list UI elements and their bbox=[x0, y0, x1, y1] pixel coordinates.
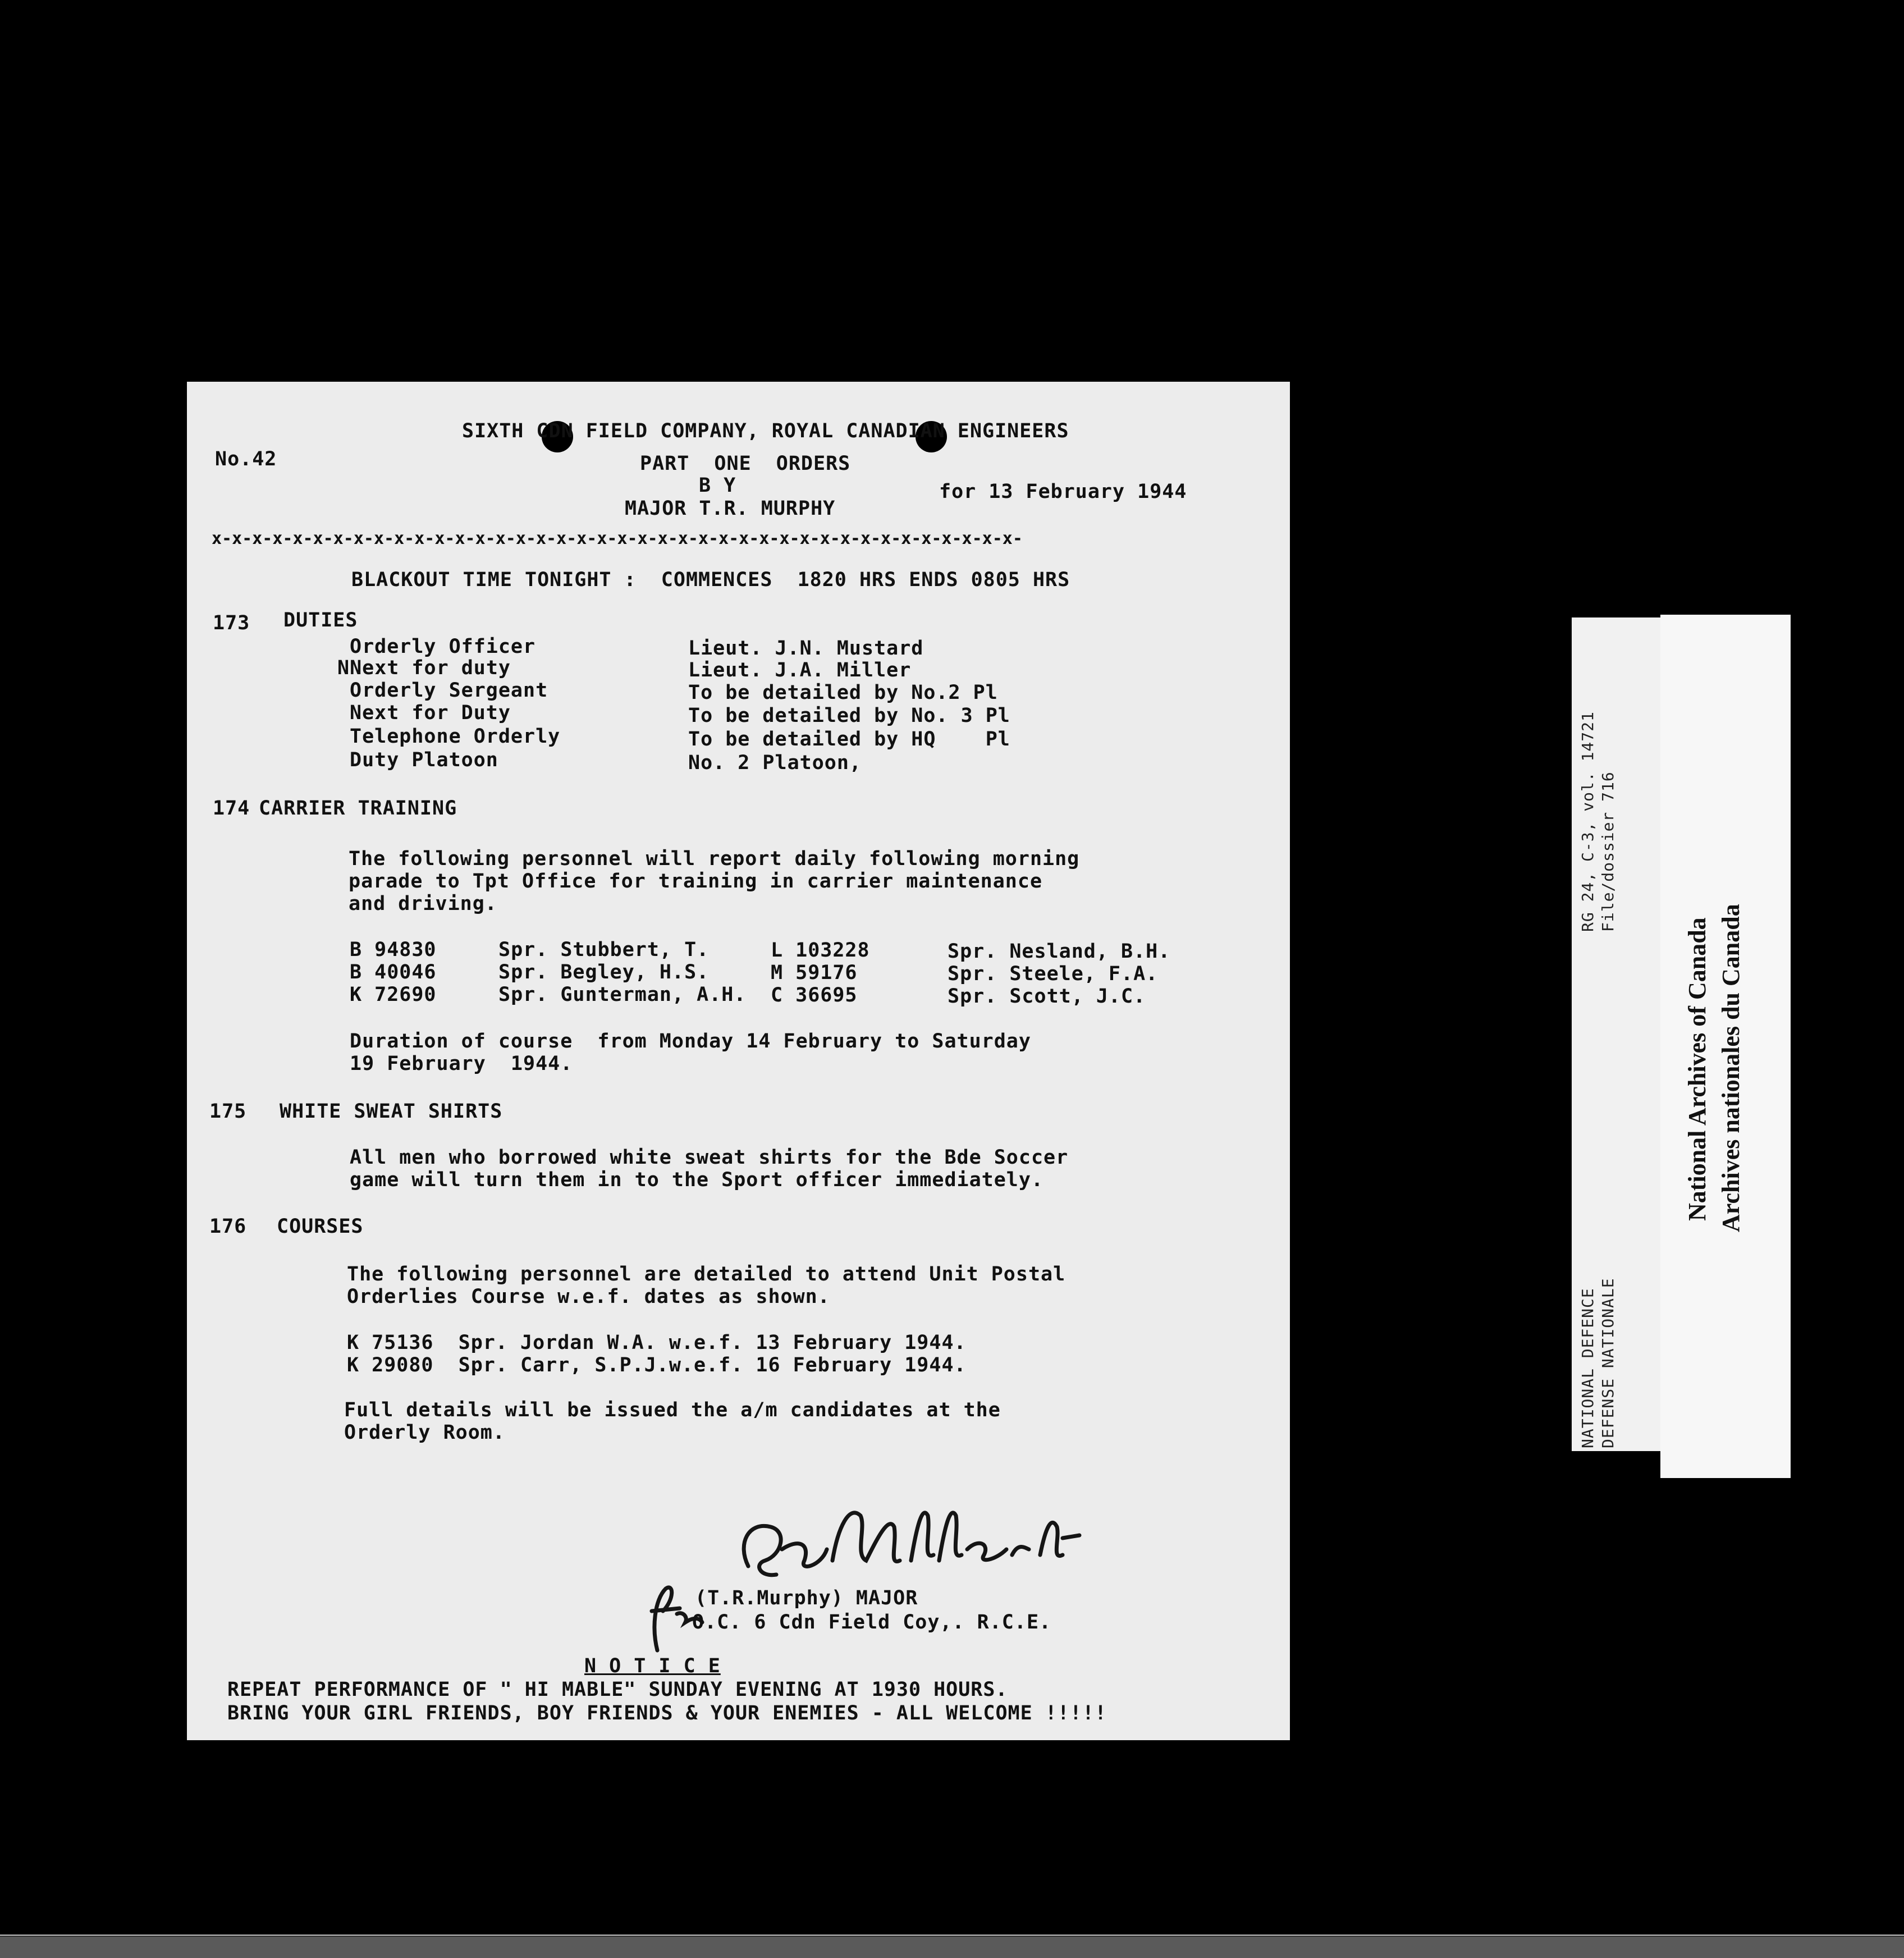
major-name: MAJOR T.R. MURPHY bbox=[625, 497, 836, 520]
personnel-number: C 36695 bbox=[771, 984, 858, 1007]
duty-role: Telephone Orderly bbox=[350, 725, 561, 748]
paragraph-line: The following personnel will report daily following morning bbox=[349, 848, 1080, 870]
duty-value: To be detailed by No. 3 Pl bbox=[688, 704, 1010, 727]
archive-reference-label bbox=[1572, 617, 1664, 1451]
signature-name: (T.R.Murphy) MAJOR bbox=[695, 1587, 918, 1609]
section-175-title: WHITE SWEAT SHIRTS bbox=[280, 1100, 503, 1123]
signature-title: O.C. 6 Cdn Field Coy,. R.C.E. bbox=[692, 1611, 1052, 1634]
personnel-number: B 40046 bbox=[350, 961, 437, 983]
duty-role: Orderly Officer bbox=[350, 635, 536, 658]
section-175-number: 175 bbox=[209, 1100, 247, 1123]
personnel-name: Spr. Steele, F.A. bbox=[948, 963, 1159, 985]
personnel-name: Spr. Nesland, B.H. bbox=[948, 940, 1171, 963]
department-name: NATIONAL DEFENCE bbox=[1578, 1288, 1597, 1448]
notice-line: REPEAT PERFORMANCE OF " HI MABLE" SUNDAY EVENING AT 1930 HOURS. bbox=[227, 1678, 1008, 1701]
personnel-number: L 103228 bbox=[771, 939, 870, 962]
blackout-time: BLACKOUT TIME TONIGHT : COMMENCES 1820 HRS ENDS 0805 HRS bbox=[351, 569, 1070, 591]
archives-name-fr: Archives nationales du Canada bbox=[1717, 904, 1745, 1232]
paragraph-line: and driving. bbox=[349, 893, 497, 915]
department-name-fr: DEFENSE NATIONALE bbox=[1599, 1278, 1617, 1448]
course-duration: Duration of course from Monday 14 February to Saturday bbox=[350, 1030, 1031, 1053]
paragraph-line: Orderlies Course w.e.f. dates as shown. bbox=[347, 1285, 830, 1308]
separator-line: x-x-x-x-x-x-x-x-x-x-x-x-x-x-x-x-x-x-x-x-x-x-x-x-x-x-x-x-x-x-x-x-x-x-x-x-x-x-x-x- bbox=[212, 529, 1023, 548]
archive-file: File/dossier 716 bbox=[1599, 771, 1617, 932]
orders-by: B Y bbox=[699, 474, 736, 497]
notice-line: BRING YOUR GIRL FRIENDS, BOY FRIENDS & YOUR ENEMIES - ALL WELCOME !!!!! bbox=[227, 1702, 1107, 1724]
paragraph-line: Orderly Room. bbox=[344, 1421, 505, 1444]
personnel-name: Spr. Scott, J.C. bbox=[948, 985, 1146, 1008]
section-176-title: COURSES bbox=[277, 1215, 364, 1238]
archive-reference: RG 24, C-3, vol. 14721 bbox=[1578, 711, 1597, 932]
orders-date: for 13 February 1944 bbox=[939, 481, 1187, 503]
duty-role: Duty Platoon bbox=[350, 749, 498, 771]
course-entry: K 75136 Spr. Jordan W.A. w.e.f. 13 February 1944. bbox=[347, 1332, 967, 1354]
duty-role: Next for Duty bbox=[350, 702, 511, 724]
order-number: No.42 bbox=[215, 448, 277, 470]
archives-name-en: National Archives of Canada bbox=[1683, 917, 1711, 1221]
paragraph-line: parade to Tpt Office for training in carrier maintenance bbox=[349, 870, 1043, 893]
duty-value: Lieut. J.A. Miller bbox=[688, 659, 912, 681]
course-duration: 19 February 1944. bbox=[350, 1053, 573, 1075]
personnel-number: K 72690 bbox=[350, 983, 437, 1006]
duty-value: Lieut. J.N. Mustard bbox=[688, 637, 924, 660]
section-173-number: 173 bbox=[213, 612, 250, 634]
section-176-number: 176 bbox=[209, 1215, 247, 1238]
duty-role: Orderly Sergeant bbox=[350, 679, 548, 702]
duty-value: No. 2 Platoon, bbox=[688, 752, 862, 774]
paragraph-line: All men who borrowed white sweat shirts for the Bde Soccer bbox=[350, 1146, 1069, 1169]
paragraph-line: The following personnel are detailed to attend Unit Postal bbox=[347, 1263, 1066, 1285]
notice-title: N O T I C E bbox=[584, 1655, 721, 1677]
course-entry: K 29080 Spr. Carr, S.P.J.w.e.f. 16 February 1944. bbox=[347, 1354, 967, 1376]
archives-stamp bbox=[1660, 615, 1791, 1478]
personnel-number: B 94830 bbox=[350, 939, 437, 961]
personnel-name: Spr. Gunterman, A.H. bbox=[498, 983, 747, 1006]
personnel-name: Spr. Stubbert, T. bbox=[498, 939, 710, 961]
film-edge bbox=[0, 1937, 1904, 1958]
document-page bbox=[187, 382, 1290, 1740]
film-edge-line bbox=[0, 1934, 1904, 1936]
section-174-number: 174 bbox=[213, 797, 250, 820]
section-174-title: CARRIER TRAINING bbox=[259, 797, 457, 820]
personnel-name: Spr. Begley, H.S. bbox=[498, 961, 710, 983]
orders-title: PART ONE ORDERS bbox=[640, 452, 851, 475]
section-173-title: DUTIES bbox=[283, 609, 358, 632]
personnel-number: M 59176 bbox=[771, 962, 858, 984]
company-heading: SIXTH CDN FIELD COMPANY, ROYAL CANADIAN ENGINEERS bbox=[462, 420, 1069, 442]
duty-value: To be detailed by HQ Pl bbox=[688, 728, 1010, 751]
duty-value: To be detailed by No.2 Pl bbox=[688, 681, 998, 704]
duty-role: NNext for duty bbox=[337, 657, 511, 679]
paragraph-line: Full details will be issued the a/m candidates at the bbox=[344, 1399, 1001, 1421]
paragraph-line: game will turn them in to the Sport officer immediately. bbox=[350, 1169, 1044, 1191]
